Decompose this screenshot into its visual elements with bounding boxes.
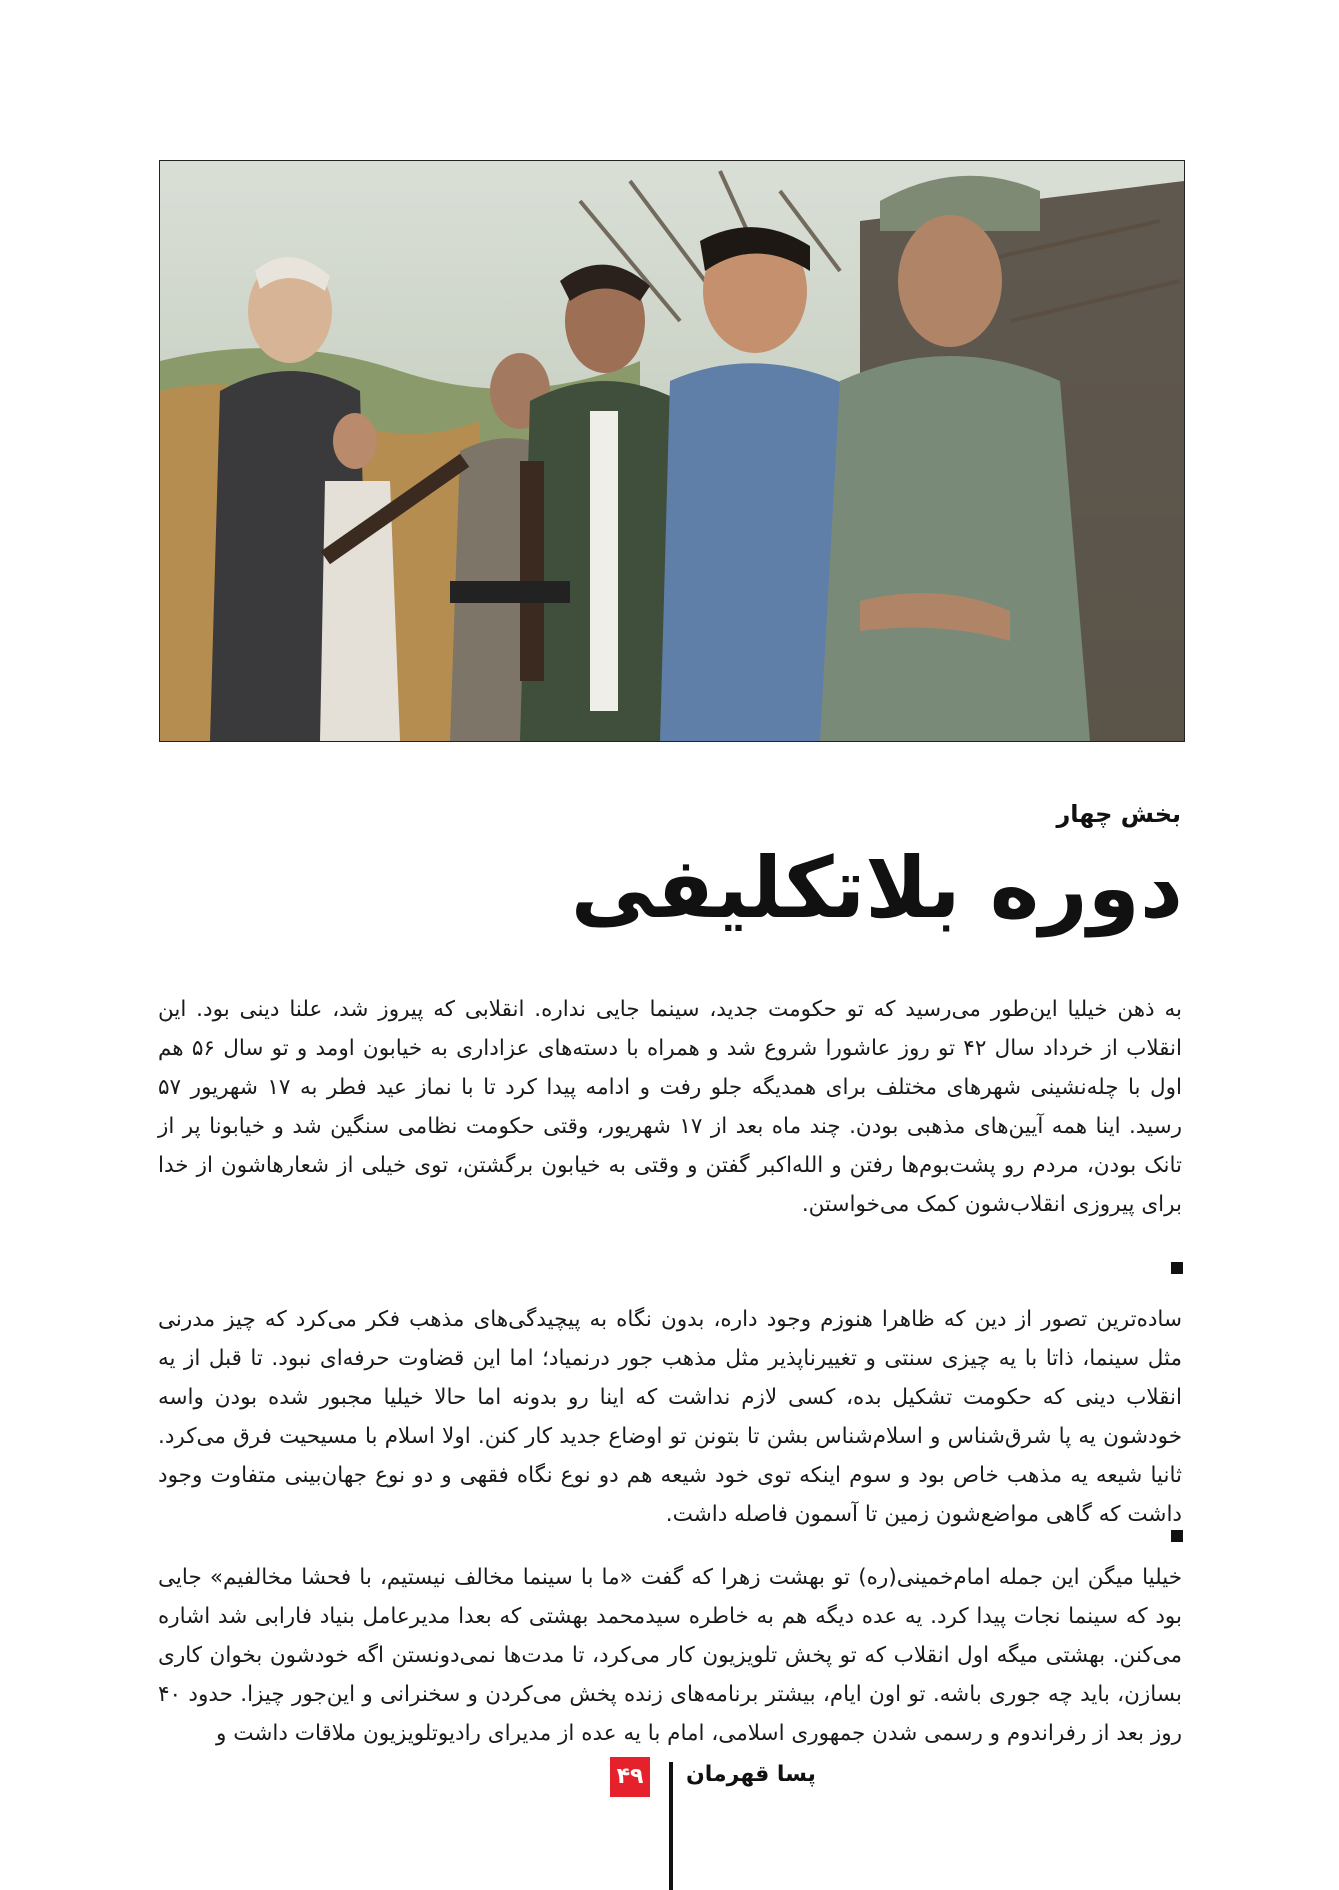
paragraph-2: ساده‌ترین تصور از دین که ظاهرا هنوزم وجود داره، بدون نگاه به پیچیدگی‌های مذهب فکر می‌کرد که چیز مدرنی مثل سینما، ذاتا با یه چیزی سنتی و تغییرناپذیر مثل مذهب جور درنمیاد؛ اما این قضاوت حرفه‌ای نبود. تا قبل از یه انقلاب دینی که حکومت تشکیل بده، کسی لازم نداشت که اینا رو بدونه اما حالا خیلیا مجبور شده بودن واسه خودشون یه پا شرق‌شناس و اسلام‌شناس بشن تا بتونن تو اوضاع جدید کار کنن. اولا اسلام با مسیحیت فرق می‌کرد. ثانیا شیعه یه مذهب خاص بود و سوم اینکه توی خود شیعه هم دو نوع نگاه فقهی و دو نوع جهان‌بینی متفاوت وجود داشت که گاهی مواضع‌شون زمین تا آسمون فاصله داشت. (158, 1306, 1182, 1527)
article-title: دوره بلاتکلیفی (570, 839, 1183, 937)
section-label: بخش چهار (1056, 800, 1181, 828)
paragraph-3: خیلیا میگن این جمله امام‌خمینی(ره) تو بهشت زهرا که گفت «ما با سینما مخالف نیستیم، با فحشا مخالفیم» جایی بود که سینما نجات پیدا کرد. یه عده دیگه هم به خاطره سیدمحمد بهشتی که بعدا مدیرعامل بنیاد فارابی شد اشاره می‌کنن. بهشتی میگه اول انقلاب که تو پخش تلویزیون کار می‌کرد، تا مدت‌ها نمی‌دونستن اگه خودشون بخوان کاری بسازن، باید چه جوری باشه. تو اون ایام، بیشتر برنامه‌های زنده پخش می‌کردن و سخنرانی و این‌جور چیزا. حدود ۴۰ روز بعد از رفراندوم و رسمی شدن جمهوری اسلامی، امام با یه عده از مدیرای رادیوتلویزیون ملاقات داشت و (158, 1564, 1182, 1746)
film-still-photo (159, 160, 1185, 742)
footer-divider (669, 1762, 673, 1890)
film-still-illustration (160, 161, 1184, 741)
paragraph-1: به ذهن خیلیا این‌طور می‌رسید که تو حکومت جدید، سینما جایی نداره. انقلابی که پیروز شد، علنا دینی بود. این انقلاب از خرداد سال ۴۲ تو روز عاشورا شروع شد و همراه با دسته‌های عزاداری به خیابون اومد و تو سال ۵۶ هم اول با چله‌نشینی شهرهای مختلف برای همدیگه جلو رفت و ادامه پیدا کرد تا با نماز عید فطر به ۱۷ شهریور ۵۷ رسید. اینا همه آیین‌های مذهبی بودن. چند ماه بعد از ۱۷ شهریور، وقتی حکومت نظامی سنگین شد و خیابونا پر از تانک بودن، مردم رو پشت‌بوم‌ها رفتن و الله‌اکبر گفتن و وقتی به خیابون برگشتن، توی خیلی از شعارهاشون از خدا برای پیروزی انقلاب‌شون کمک می‌خواستن. (158, 996, 1183, 1217)
bullet-square-1 (1171, 1262, 1183, 1274)
page-number: ۴۹ (610, 1757, 650, 1797)
magazine-name: پسا قهرمان (686, 1762, 816, 1787)
bullet-square-2 (1171, 1530, 1183, 1542)
